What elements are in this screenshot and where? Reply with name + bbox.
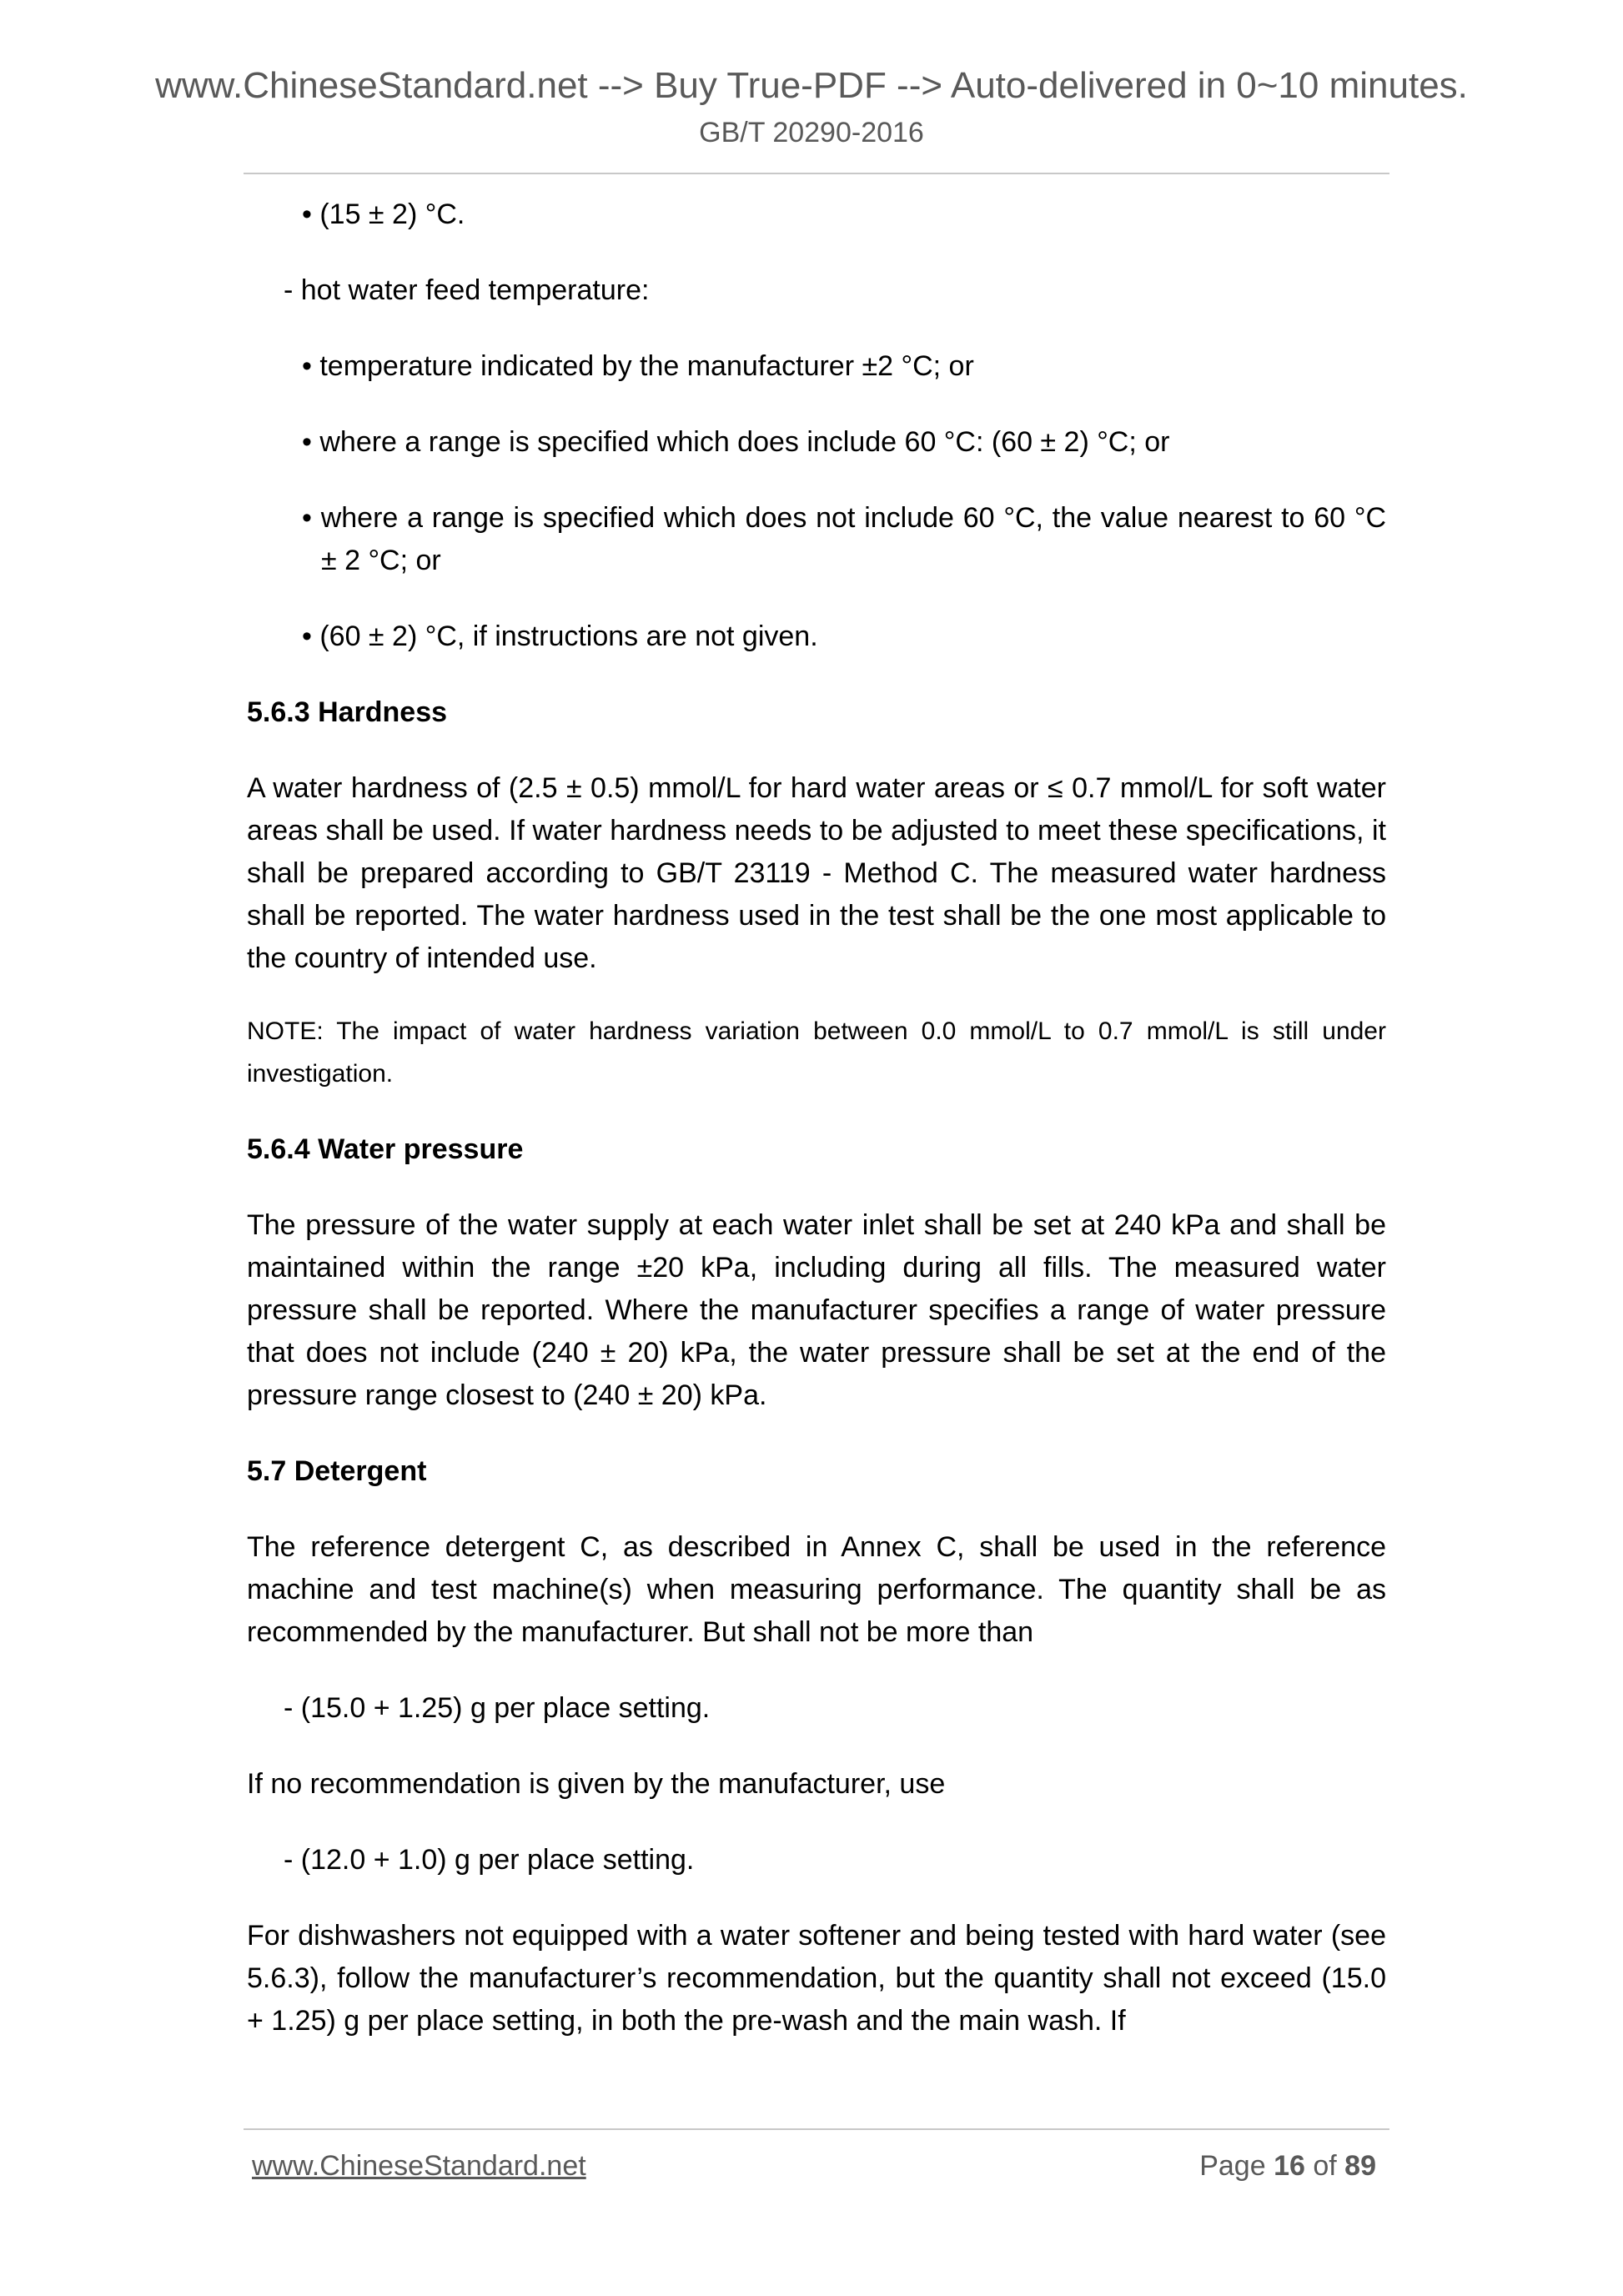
section-heading-hardness: 5.6.3 Hardness [247, 696, 448, 728]
page-number: 16 [1274, 2150, 1305, 2182]
page-body [247, 193, 1386, 2076]
footer-site-link[interactable]: www.ChineseStandard.net [252, 2150, 586, 2182]
dash-item: - (12.0 + 1.0) g per place setting. [284, 1844, 695, 1876]
paragraph-detergent: The reference detergent C, as described in Annex C, shall be used in the reference machine and test machine(s) when measuring performance. The quantity shall be as recommended by the manufacturer. But shall not be more than [247, 1531, 1386, 1648]
bullet-item: • where a range is specified which does not include 60 °C, the value nearest to 60 °C ± 2 °C; or [302, 502, 1386, 576]
page-label: Page [1199, 2150, 1266, 2182]
bullet-item: • (15 ± 2) °C. [302, 198, 465, 230]
bullet-item: • where a range is specified which does include 60 °C: (60 ± 2) °C; or [302, 426, 1170, 458]
paragraph-hardness: A water hardness of (2.5 ± 0.5) mmol/L for hard water areas or ≤ 0.7 mmol/L for soft water areas shall be used. If water hardness needs to be adjusted to meet these specifications, it shall be prepared according to GB/T 23119 - Method C. The measured water hardness shall be reported. The water hardness used in the test shall be the one most applicable to the country of intended use. [247, 772, 1386, 974]
of-label: of [1313, 2150, 1337, 2182]
note-hardness: NOTE: The impact of water hardness variation between 0.0 mmol/L to 0.7 mmol/L is still under investigation. [247, 1017, 1386, 1088]
header-divider [244, 173, 1389, 174]
paragraph-softener: For dishwashers not equipped with a water softener and being tested with hard water (see 5.6.3), follow the manufacturer’s recommendation, but the quantity shall not exceed (15.0 + 1.25) g per place setting, in both the pre-wash and the main wash. If [247, 1920, 1386, 2037]
paragraph-no-recommendation: If no recommendation is given by the manufacturer, use [247, 1768, 946, 1800]
dash-item: - (15.0 + 1.25) g per place setting. [284, 1692, 711, 1724]
page-indicator [1199, 2150, 1376, 2183]
bullet-item: • (60 ± 2) °C, if instructions are not given. [302, 620, 818, 652]
footer-divider [244, 2128, 1389, 2130]
dash-item: - hot water feed temperature: [284, 274, 650, 306]
paragraph-water-pressure: The pressure of the water supply at each water inlet shall be set at 240 kPa and shall be maintained within the range ±20 kPa, including during all fills. The measured water pressure shall be reported. Where the manufacturer specifies a range of water pressure that does not include (240 ± 20) kPa, the water pressure shall be set at the end of the pressure range closest to (240 ± 20) kPa. [247, 1209, 1386, 1411]
section-heading-water-pressure: 5.6.4 Water pressure [247, 1133, 524, 1165]
section-heading-detergent: 5.7 Detergent [247, 1455, 427, 1487]
header-banner: www.ChineseStandard.net --> Buy True-PDF --> Auto-delivered in 0~10 minutes. [155, 65, 1468, 106]
bullet-item: • temperature indicated by the manufacturer ±2 °C; or [302, 350, 974, 382]
standard-id: GB/T 20290-2016 [699, 117, 924, 148]
page-total: 89 [1344, 2150, 1376, 2182]
